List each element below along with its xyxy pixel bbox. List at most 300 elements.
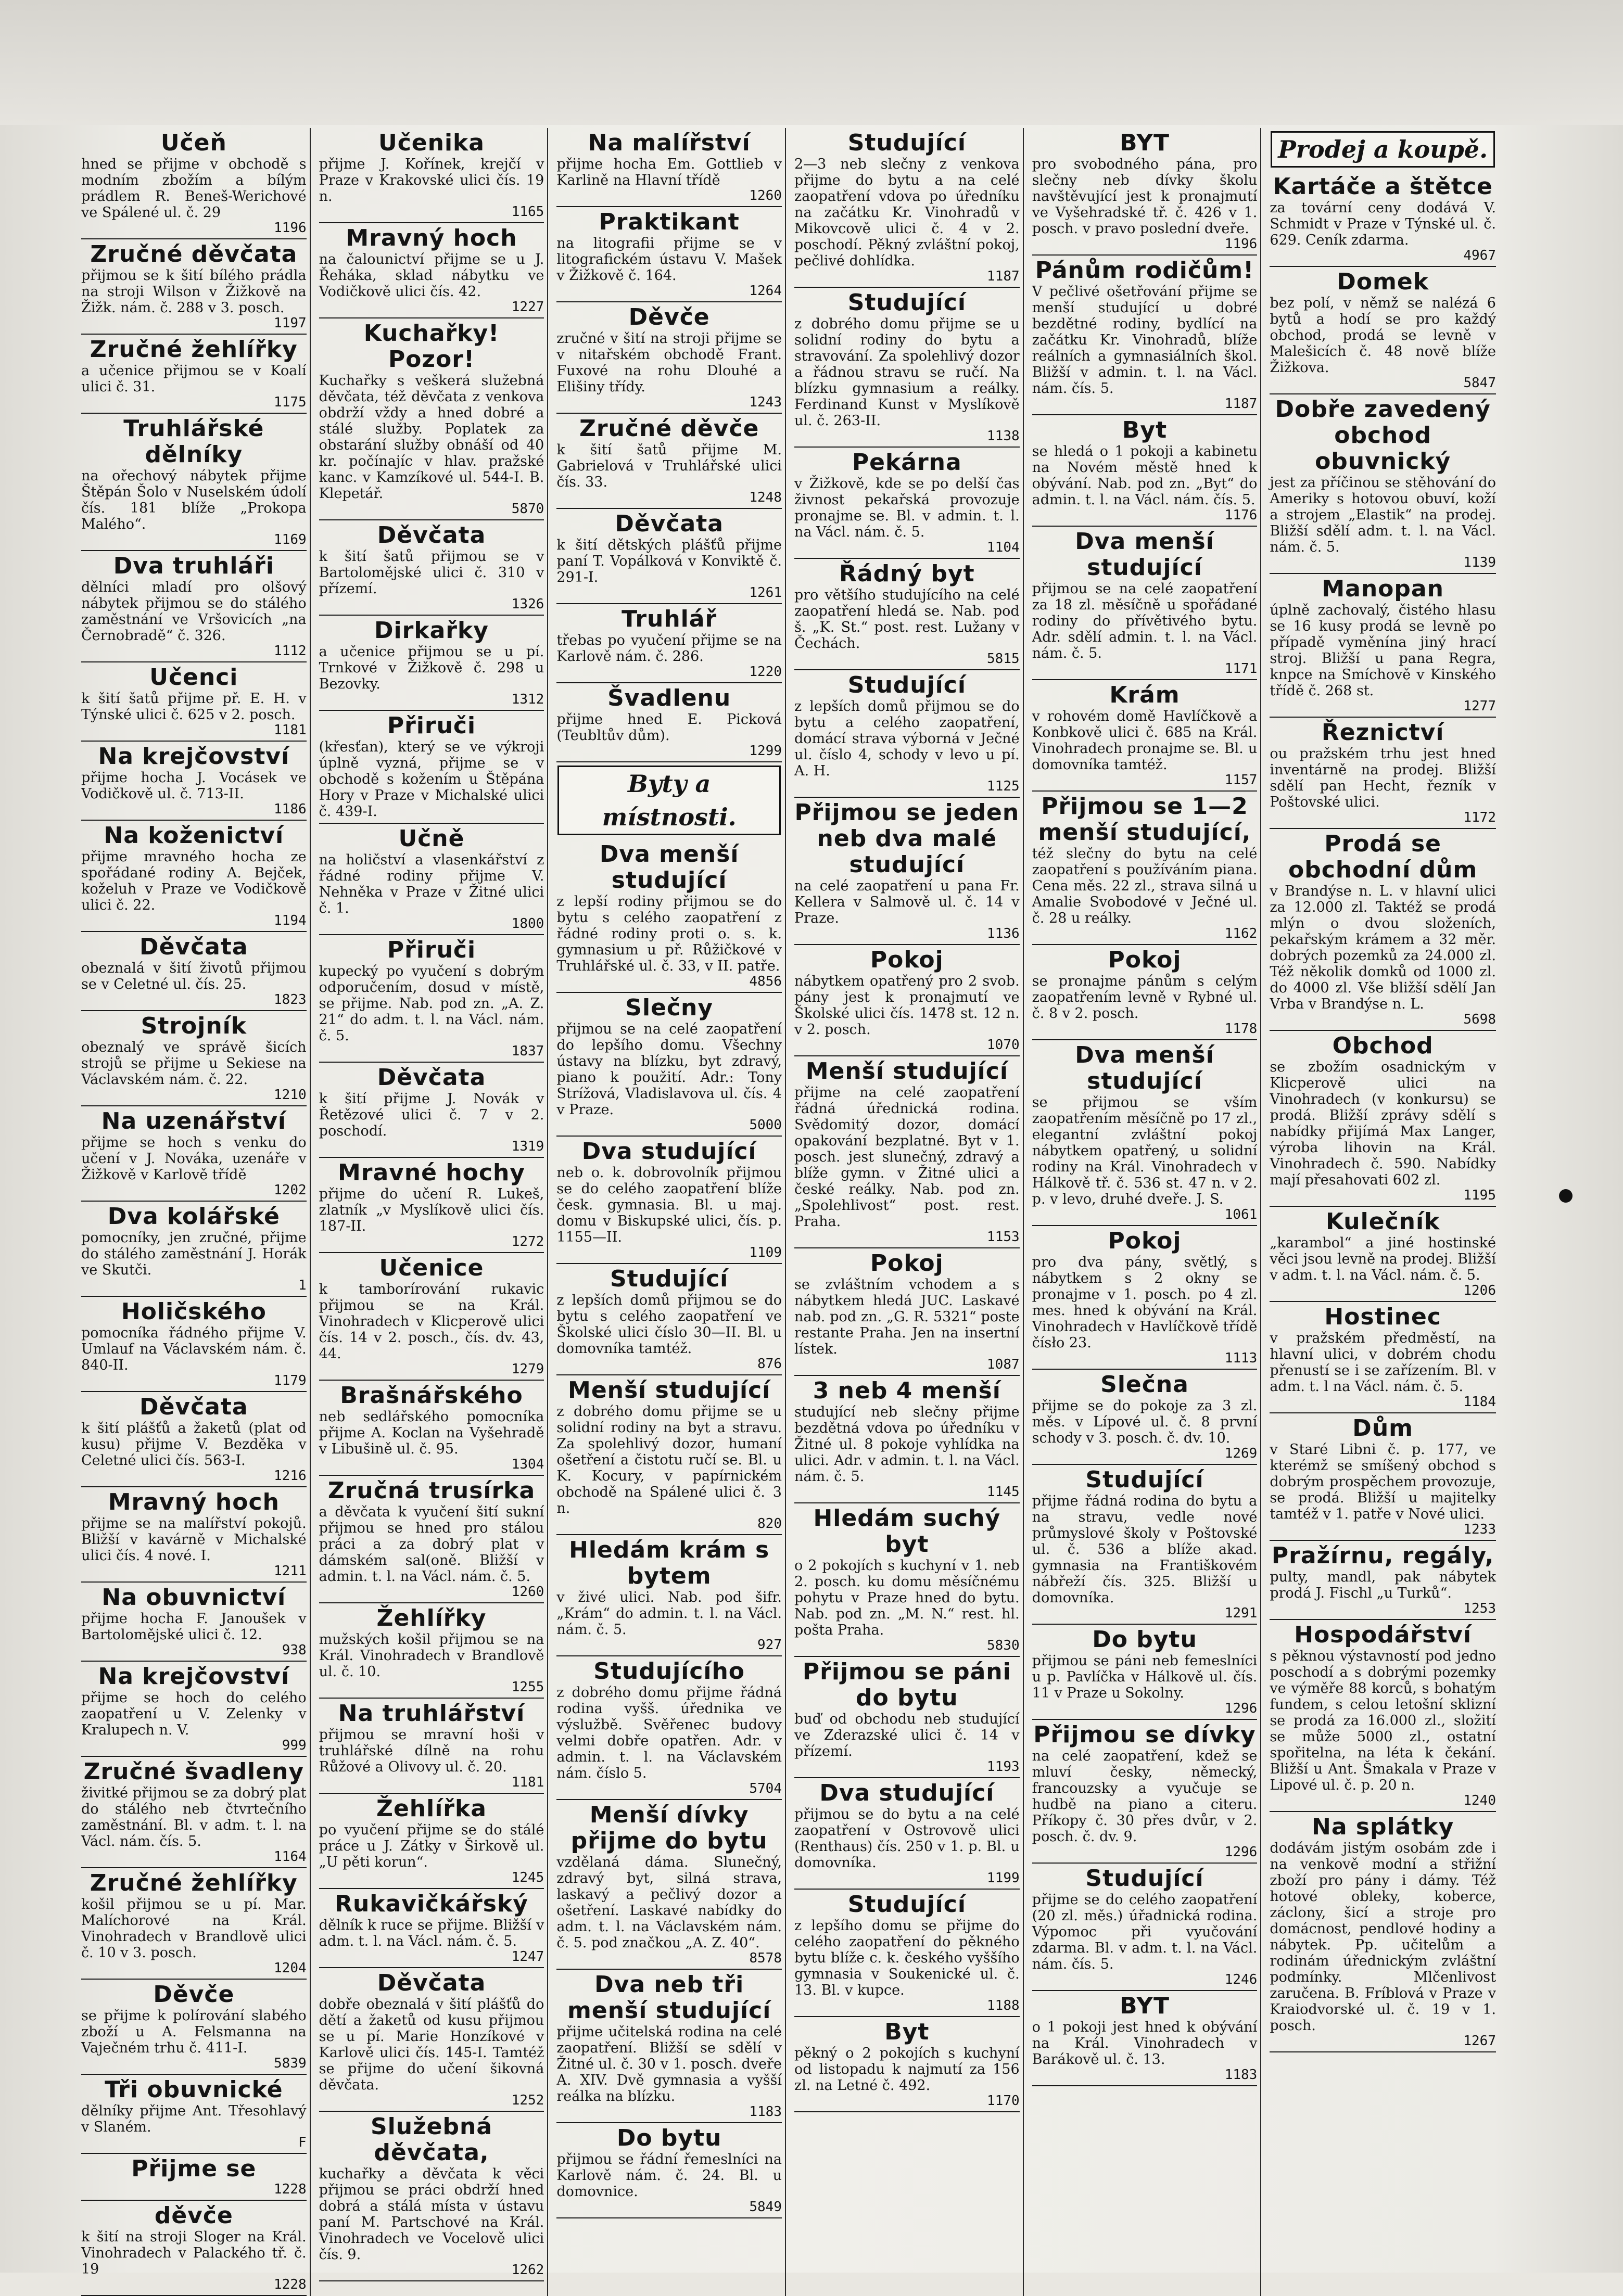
ad-body: hned se přijme v obchodě s modním zbožím a bílým prádlem R. Beneš-Werichové ve Spálené ul. č. 29: [81, 156, 307, 221]
classified-ad: [556, 302, 782, 414]
ad-heading: Slečna: [1100, 1371, 1189, 1398]
ad-heading: Pražírnu, regály,: [1271, 1542, 1494, 1569]
ad-number: 1183: [1224, 2067, 1258, 2083]
classified-ad: [1270, 1302, 1496, 1413]
ad-body: k šití šatů přijme M. Gabrielová v Truhlářské ulici čís. 33.: [556, 442, 782, 490]
ad-body: přijme řádná rodina do bytu a na stravu, vedle nové průmyslové školy v Poštovské ul. č. 536 a blíže akad. gymnasia na Františkovém nábřeží čís. 325. Bližší u domovníka.: [1032, 1493, 1258, 1606]
classified-ad: [319, 1476, 544, 1603]
ad-body: k šití na stroji Sloger na Král. Vinohradech v Palackého tř. č. 19: [81, 2229, 307, 2277]
ad-number: 1125: [987, 779, 1020, 794]
ad-number: 1199: [987, 1870, 1020, 1886]
classified-ad: [556, 2123, 782, 2218]
ad-heading: Přijmou se páni do bytu: [802, 1659, 1011, 1711]
ad-heading: Byt: [884, 2019, 930, 2045]
ad-body: k šití plášťů a žaketů (plat od kusu) přijme V. Bezděka v Celetné ulici čís. 563-I.: [81, 1420, 307, 1469]
ad-body: z dobrého domu přijme se u solidní rodiny na byt a stravu. Za spolehlivý dozor, humaní ošetření a čistotu ručí se. Bl. u K. Kocury, v papírnickém obchodě na Spálené ulici č. 3 n.: [556, 1404, 782, 1516]
classified-ad: [794, 1248, 1020, 1376]
ad-heading: Zručné švadleny: [83, 1758, 305, 1785]
ad-body: vzdělaná dáma. Slunečný, zdravý byt, silná strava, laskavý a pečlivý dozor a ošetření. Laskavé nabídky do adm. t. l. na Václavském nám. č. 5. pod značkou „A. Z. 40“.: [556, 1854, 782, 1951]
ad-heading: Na krejčovství: [98, 743, 290, 770]
ad-body: přijme učitelská rodina na celé zaopatření. Bližší se sdělí v Žitné ul. č. 30 v 1. posch. dveře A. XIV. Dvě gymnasia a vyšší reálka na blízku.: [556, 2024, 782, 2104]
ad-number: 5849: [749, 2199, 782, 2215]
ad-heading: Učně: [398, 825, 465, 852]
ad-body: přijmou se páni neb femeslníci u p. Pavlíčka v Hálkově ul. čís. 11 v Praze u Sokolny.: [1032, 1653, 1258, 1701]
ad-number: F: [298, 2135, 307, 2150]
ad-body: mužských košil přijmou se na Král. Vinohradech v Brandlově ul. č. 10.: [319, 1631, 544, 1680]
classified-ad: [794, 1376, 1020, 1503]
classified-ad: [319, 318, 544, 520]
ad-body: se hledá o 1 pokoji a kabinetu na Novém městě hned k obývání. Nab. pod zn. „Byt“ do admin. t. l. na Václ. nám. čís. 5.: [1032, 443, 1258, 508]
ad-body: jest za příčinou se stěhování do Ameriky s hotovou obuví, koží a strojem „Elastik“ na prodej. Bližší sdělí adm. t. l. na Václ. nám. č. 5.: [1270, 475, 1496, 555]
classified-ad: [794, 1056, 1020, 1248]
ad-body: se pronajme pánům s celým zaopatřením levně v Rybné ul. č. 8 v 2. posch.: [1032, 973, 1258, 1022]
ad-heading: Na truhlářství: [338, 1700, 525, 1727]
classified-ad: [794, 1890, 1020, 2017]
ad-body: přijme hocha J. Vocásek ve Vodičkově ul. č. 713-II.: [81, 770, 307, 802]
ad-number: 1260: [511, 1584, 544, 1600]
classified-ad: [556, 128, 782, 207]
ad-heading: Děvčata: [140, 934, 248, 960]
classified-ad: [319, 1253, 544, 1381]
ad-body: přijme mravného hocha ze spořádané rodiny A. Bejček, koželuh v Praze ve Vodičkově ulici č. 22.: [81, 849, 307, 913]
ad-body: se přijmou se vším zaopatřením měsíčně po 17 zl., elegantní zvláštní pokoj nábytkem opatřený, u solidní rodiny na Král. Vinohradech v Hálkově tř. č. 536 st. 47 n. v 2. p. v levo, druhé dveře. J. S.: [1032, 1094, 1258, 1207]
classified-ad: [81, 1106, 307, 1202]
ad-body: a učenice přijmou se u pí. Trnkové v Žižkově č. 298 u Bezovky.: [319, 644, 544, 692]
ad-heading: Mravný hoch: [346, 225, 517, 251]
ad-number: 1202: [274, 1182, 307, 1198]
ad-number: 5704: [749, 1781, 782, 1796]
ad-number: 1070: [987, 1037, 1020, 1053]
classified-ad: [556, 207, 782, 302]
ad-body: po vyučení přijme se do stálé práce u J. Zátky v Širkově ul. „U pěti korun“.: [319, 1822, 544, 1870]
ad-number: 1279: [511, 1361, 544, 1377]
ad-heading: Dům: [1352, 1415, 1413, 1442]
ad-number: 1172: [1463, 810, 1496, 825]
ad-heading: Prodá se obchodní dům: [1288, 831, 1478, 883]
classified-ad: [1270, 1207, 1496, 1302]
ad-heading: Pokoj: [870, 1250, 944, 1277]
ad-heading: Praktikant: [599, 209, 740, 235]
ad-number: 1245: [511, 1870, 544, 1885]
ad-heading: Dva menší studující: [1075, 1042, 1214, 1094]
classified-ad: [81, 1011, 307, 1106]
ad-heading: Řádný byt: [839, 560, 975, 587]
classified-ad: [794, 448, 1020, 559]
ad-number: 1184: [1463, 1394, 1496, 1410]
ad-number: 1800: [511, 916, 544, 932]
ad-number: 1243: [749, 394, 782, 410]
ad-number: 999: [282, 1738, 307, 1753]
ad-body: na ořechový nábytek přijme Štěpán Šolo v Nuselském údolí čís. 181 blíže „Prokopa Malého“.: [81, 468, 307, 532]
classified-ad: [1032, 1720, 1258, 1864]
ad-number: 1139: [1463, 555, 1496, 570]
ad-body: živitké přijmou se za dobrý plat do stálého neb čtvrtečního zaměstnání. Bl. v adm. t. l. na Václ. nám. čís. 5.: [81, 1785, 307, 1849]
classified-ad: [794, 128, 1020, 288]
ad-heading: Děvčata: [377, 1064, 486, 1091]
ad-body: o 2 pokojích s kuchyní v 1. neb 2. posch. ku domu měsíčnému pohytu v Praze hned do bytu. Nab. pod zn. „M. N.“ rest. hl. pošta Praha.: [794, 1558, 1020, 1638]
ad-heading: Dirkařky: [374, 617, 489, 644]
ad-number: 1175: [274, 394, 307, 410]
classified-ad: [319, 2112, 544, 2281]
ad-body: kuchařky a děvčata k věci přijmou se práci obdrží hned dobrá a stálá místa v ústavu paní M. Partschové na Král. Vinohradech ve Vocelově ulici čís. 9.: [319, 2166, 544, 2263]
ad-heading: Učenice: [379, 1255, 484, 1281]
classified-ad: [81, 1487, 307, 1583]
ad-body: za tovární ceny dodává V. Schmidt v Praze v Týnské ul. č. 629. Ceník zdarma.: [1270, 200, 1496, 248]
ad-body: s pěknou výstavností pod jedno poschodí a s dobrými pozemky ve výměře 88 korců, s bohatým fundem, s celou letošní sklizní se prodá za 16.000 zl., složití se může 5000 zl., ostatní spořitelna, na léta k čekání. Bližší u Ant. Šmakala v Praze v Lipové ul. č. p. 20 n.: [1270, 1648, 1496, 1793]
classified-ad: [794, 945, 1020, 1056]
ad-body: přijmou se na celé zaopatření do lepšího domu. Všechny ústavy na blízku, byt zdravý, piano k použití. Adr.: Tony Strížová, Vladislavova ul. čís. 4 v Praze.: [556, 1021, 782, 1118]
ad-number: 1181: [511, 1775, 544, 1790]
ad-body: V pečlivé ošetřování přijme se menší studující u dobré bezdětné rodiny, bydlící na začátku Kr. Vinohradů, blíže reálních a gymnasiálních škol. Bližší v admin. t. l. na Václ. nám. čís. 5.: [1032, 284, 1258, 397]
ad-body: třebas po vyučení přijme se na Karlově nám. č. 286.: [556, 632, 782, 665]
ad-heading: Žehlířky: [376, 1605, 487, 1631]
classified-ad: [1032, 256, 1258, 415]
page-dot-marker: [1559, 1189, 1573, 1203]
ad-body: studující neb slečny přijme bezdětná vdova po úředníku v Žitné ul. 8 pokoje vyhlídka na ulici. Adr. v admin. t. l. na Václ. nám. č. 5.: [794, 1404, 1020, 1485]
ad-body: na celé zaopatření u pana Fr. Kellera v Salmově ul. č. 14 v Praze.: [794, 878, 1020, 926]
ad-heading: Rukavičkářský: [335, 1891, 528, 1917]
ad-body: k šití dětských plášťů přijme paní T. Vopálková v Konviktě č. 291-I.: [556, 537, 782, 585]
ad-number: 1183: [749, 2104, 782, 2120]
ad-number: 1246: [1224, 1972, 1258, 1987]
ad-heading: Dva neb tři menší studující: [567, 1971, 771, 2024]
ad-body: přijme se hoch do celého zaopatření u V. Zelenky v Kralupech n. V.: [81, 1690, 307, 1738]
ad-number: 8578: [749, 1950, 782, 1966]
ad-body: na celé zaopatření, kdež se mluví česky, německý, francouzsky a vyučuje se hudbě na piano a citeru. Příkopy č. 30 přes dvůr, v 2. posch. č. dv. 9.: [1032, 1748, 1258, 1845]
ad-body: obeznalý ve správě šicích strojů se přijme u Sekiese na Václavském nám. č. 22.: [81, 1039, 307, 1088]
ad-number: 1136: [987, 926, 1020, 941]
classified-ad: [556, 509, 782, 604]
ad-heading: Na krejčovství: [98, 1663, 290, 1690]
ad-heading: Dva kolářské: [107, 1203, 280, 1230]
ad-number: 927: [757, 1637, 782, 1653]
classified-ad: [1032, 1370, 1258, 1465]
ad-body: na litografii přijme se v litografickém ústavu V. Mašek v Žižkově č. 164.: [556, 235, 782, 284]
ad-body: pulty, mandl, pak nábytek prodá J. Fischl „u Turků“.: [1270, 1569, 1496, 1601]
ad-number: 1196: [1224, 236, 1258, 252]
ad-body: přijme hned E. Picková (Teubltův dům).: [556, 711, 782, 744]
classified-ad: [319, 711, 544, 824]
classified-ad: [81, 742, 307, 821]
ad-number: 4967: [1463, 248, 1496, 263]
ad-number: 1179: [274, 1373, 307, 1388]
ad-number: 1240: [1463, 1793, 1496, 1808]
ad-heading: Dva menší studující: [599, 841, 739, 894]
ad-number: 1087: [987, 1357, 1020, 1372]
ad-heading: Pokoj: [1108, 947, 1182, 973]
ad-heading: Brašnářského: [340, 1382, 523, 1409]
ad-number: 1157: [1224, 772, 1258, 788]
ad-body: a učenice přijmou se v Koalí ulici č. 31.: [81, 363, 307, 395]
ad-number: 1248: [749, 490, 782, 505]
ad-body: se zvláštním vchodem a s nábytkem hledá JUC. Laskavé nab. pod zn. „G. R. 5321“ poste restante Praha. Jen na insertní lístek.: [794, 1277, 1020, 1357]
ad-number: 1255: [511, 1679, 544, 1695]
ad-number: 1252: [511, 2093, 544, 2108]
ad-body: přijmou se k šití bílého prádla na stroji Wilson v Žižkově na Žižk. nám. č. 288 v 3. posch.: [81, 267, 307, 316]
classified-ad: [81, 1757, 307, 1868]
ad-number: 1261: [749, 585, 782, 601]
ad-heading: Na splátky: [1312, 1814, 1454, 1840]
classified-ad: [556, 1970, 782, 2123]
classified-ad: [1032, 1040, 1258, 1226]
ad-number: 1267: [1463, 2033, 1496, 2049]
ad-body: přijme se do pokoje za 3 zl. měs. v Lípové ul. č. 8 první schody v 3. posch. č. dv. 10.: [1032, 1398, 1258, 1446]
ad-heading: Studující: [1085, 1466, 1204, 1493]
ad-heading: Truhlářské dělníky: [123, 415, 264, 468]
ad-body: bez polí, v němž se nalézá 6 bytů a hodí se pro každý obchod, prodá se levně v Malešicích č. 48 nově blíže Žižkova.: [1270, 295, 1496, 376]
classified-ad: [319, 128, 544, 223]
ad-heading: Kartáče a štětce: [1273, 173, 1493, 200]
ad-heading: Studující: [1085, 1865, 1204, 1892]
ad-number: 938: [282, 1642, 307, 1658]
ad-number: 1165: [511, 204, 544, 220]
ad-number: 1196: [274, 220, 307, 236]
column-2: [316, 128, 549, 2296]
classified-ad: [81, 414, 307, 551]
classified-ad: [81, 2075, 307, 2154]
ad-body: přijmou se mravní hoši v truhlářské dílně na rohu Růžové a Olivovy ul. č. 20.: [319, 1727, 544, 1775]
ad-number: 1210: [274, 1087, 307, 1103]
ad-heading: Studující: [847, 130, 966, 156]
classified-ad: [1032, 680, 1258, 792]
ad-body: přijme se hoch s venku do učení v J. Nováka, uzenáře v Žižkově v Karlově třídě: [81, 1134, 307, 1183]
ad-body: nábytkem opatřený pro 2 svob. pány jest k pronajmutí ve Školské ulici čís. 1478 st. 12 n. v 2. posch.: [794, 973, 1020, 1038]
ad-body: se přijme k polírování slabého zboží u A. Felsmanna na Vaječném trhu č. 411-I.: [81, 2008, 307, 2056]
classified-columns: [78, 128, 1499, 2292]
column-6: [1266, 128, 1499, 2296]
ad-body: košil přijmou se u pí. Mar. Malíchorové na Král. Vinohradech v Brandlově ulici č. 10 v 3. posch.: [81, 1896, 307, 1961]
ad-heading: Slečny: [625, 994, 713, 1021]
ad-number: 1138: [987, 428, 1020, 444]
ad-heading: 3 neb 4 menší: [813, 1377, 1001, 1404]
classified-ad: [556, 1137, 782, 1264]
ad-body: z lepší rodiny přijmou se do bytu s celého zaopatření z řádné rodiny proti o. s. k. gymnasium u př. Růžičkové v Truhlářské ul. č. 33, v II. patře.: [556, 894, 782, 974]
classified-ad: [1032, 415, 1258, 527]
classified-ad: [1270, 574, 1496, 718]
ad-heading: Přijmou se 1—2 menší studující,: [1038, 793, 1251, 846]
ad-number: 1204: [274, 1960, 307, 1976]
ad-heading: Děvče: [628, 304, 710, 330]
ad-number: 5839: [274, 2056, 307, 2071]
ad-body: na čalounictví přijme se u J. Řeháka, sklad nábytku ve Vodičkově ulici čís. 42.: [319, 251, 544, 300]
ad-number: 1272: [511, 1234, 544, 1249]
ad-heading: Dva studující: [819, 1780, 995, 1806]
ad-number: 1296: [1224, 1701, 1258, 1716]
ad-number: 1145: [987, 1484, 1020, 1500]
ad-heading: Pekárna: [852, 449, 962, 476]
ad-heading: Žehlířka: [376, 1795, 487, 1822]
ad-number: 1228: [274, 2277, 307, 2292]
ad-number: 1326: [511, 596, 544, 612]
ad-heading: Studující: [847, 1891, 966, 1918]
ad-body: též slečny do bytu na celé zaopatření s používáním piana. Cena měs. 22 zl., strava silná u Amalie Svobodové v Ječné ul. č. 28 u reálky.: [1032, 846, 1258, 926]
ad-number: 876: [757, 1356, 782, 1372]
ad-number: 1162: [1224, 926, 1258, 941]
classified-ad: [319, 520, 544, 616]
ad-body: z lepších domů přijmou se do bytu s celého zaopatření ve Školské ulici číslo 30—II. Bl. u domovníka tamtéž.: [556, 1292, 782, 1357]
classified-ad: [81, 662, 307, 742]
ad-heading: Hospodářství: [1294, 1622, 1472, 1648]
classified-ad: [1032, 1465, 1258, 1625]
ad-body: 2—3 neb slečny z venkova přijme do bytu a na celé zaopatření vdova po úředníku na začátku Kr. Vinohradů v Mikovcově ulici č. 4 v 2. poschodí. Pěkný zvláštní pokoj, pečlivé dohlídka.: [794, 156, 1020, 269]
ad-body: přijme hocha Em. Gottlieb v Karlině na Hlavní třídě: [556, 156, 782, 188]
classified-ad: [81, 551, 307, 662]
ad-body: se zbožím osadnickým v Klicperově ulici na Vinohradech (v konkursu) se prodá. Bližší zprávy sdělí s nabídky přijímá Max Langer, výroba lihovin na Král. Vinohradech č. 590. Nabídky mají přesahovati 602 zl.: [1270, 1059, 1496, 1188]
ad-number: 1104: [987, 540, 1020, 555]
ad-heading: Domek: [1337, 269, 1429, 295]
page-top-margin: [0, 0, 1623, 125]
ad-heading: Studující: [847, 289, 966, 316]
classified-ad: [81, 335, 307, 414]
classified-ad: [319, 1603, 544, 1699]
classified-ad: [556, 683, 782, 762]
ad-body: přijme na celé zaopatření řádná úřednická rodina. Svědomitý dozor, domácí opakování bezplatné. Byt v 1. posch. jest slunečný, zdravý a blíže gymn. v Žitné ulici a české reálky. Nab. pod zn. „Spolehlivost“ post. rest. Praha.: [794, 1085, 1020, 1230]
ad-number: 1291: [1224, 1605, 1258, 1621]
ad-number: 1169: [274, 532, 307, 547]
ad-number: 1187: [1224, 396, 1258, 412]
ad-heading: Obchod: [1332, 1032, 1434, 1059]
classified-ad: [81, 128, 307, 239]
ad-number: 1277: [1463, 698, 1496, 714]
ad-heading: Kulečník: [1325, 1208, 1440, 1235]
ad-number: 1: [298, 1278, 307, 1293]
ad-body: na holičství a vlasenkářství z řádné rodiny přijme V. Nehněka v Praze v Žitné ulici č. 1.: [319, 852, 544, 916]
ad-body: úplně zachovalý, čistého hlasu se 16 kusy prodá se levně po případě vyměnína jiný hrací stroj. Bližší u pana Regra, knpce na Smíchově v Kinského třídě č. 268 st.: [1270, 602, 1496, 699]
ad-number: 1164: [274, 1849, 307, 1865]
classified-ad: [556, 1656, 782, 1800]
ad-number: 1153: [987, 1229, 1020, 1245]
ad-body: přijme se do celého zaopatření (20 zl. měs.) úřadnická rodina. Výpomoc při vyučování zdarma. Bl. v adm. t. l. na Václ. nám. čís. 5.: [1032, 1892, 1258, 1972]
ad-number: 5815: [987, 651, 1020, 667]
ad-number: 1260: [749, 188, 782, 203]
ad-heading: Učeň: [160, 130, 227, 156]
ad-heading: Menší dívky přijme do bytu: [570, 1802, 768, 1854]
ad-body: přijmou se řádní řemeslníci na Karlově nám. č. 24. Bl. u domovnice.: [556, 2151, 782, 2200]
ad-heading: Dva menší studující: [1075, 528, 1214, 581]
ad-number: 1319: [511, 1139, 544, 1154]
ad-heading: BYT: [1119, 1993, 1170, 2019]
section-heading: Byty a místnosti.: [557, 766, 781, 835]
ad-number: 1823: [274, 992, 307, 1007]
ad-heading: Na koženictví: [104, 822, 284, 849]
ad-body: k šití šatů přijme př. E. H. v Týnské ulici č. 625 v 2. posch.: [81, 691, 307, 723]
classified-ad: [556, 993, 782, 1137]
ad-heading: Děvče: [153, 1981, 235, 2008]
ad-body: z lepšího domu se přijme do celého zaopatření do pěkného bytu blíže c. k. českého vyššího gymnasia v Soukenické ul. č. 13. Bl. v kupce.: [794, 1918, 1020, 1998]
classified-ad: [794, 1778, 1020, 1890]
ad-number: 1299: [749, 743, 782, 759]
ad-number: 5698: [1463, 1012, 1496, 1027]
ad-body: neb o. k. dobrovolník přijmou se do celého zaopatření blíže česk. gymnasia. Bl. u maj. domu v Biskupské ulici, čís. p. 1155—II.: [556, 1165, 782, 1245]
ad-number: 1171: [1224, 661, 1258, 677]
classified-ad: [1032, 1226, 1258, 1370]
classified-ad: [556, 1800, 782, 1970]
ad-heading: Služebná děvčata,: [370, 2113, 493, 2166]
classified-ad: [81, 1662, 307, 1757]
ad-number: 5830: [987, 1638, 1020, 1653]
ad-body: dělníci mladí pro olšový nábytek přijmou se do stálého zaměstnání ve Vršovicích „na Černobradě“ č. 326.: [81, 579, 307, 644]
ad-heading: Hledám krám s bytem: [569, 1537, 770, 1589]
column-5: [1029, 128, 1262, 2296]
ad-heading: Tři obuvnické: [105, 2076, 283, 2103]
ad-heading: Hostinec: [1324, 1304, 1441, 1330]
classified-ad: [81, 239, 307, 335]
ad-number: 1227: [511, 299, 544, 315]
ad-number: 1253: [1463, 1601, 1496, 1616]
ad-heading: Hledám suchý byt: [813, 1505, 1001, 1558]
ad-heading: Manopan: [1322, 576, 1444, 602]
ad-heading: BYT: [1119, 130, 1170, 156]
ad-heading: Přiruči: [387, 937, 476, 963]
ad-heading: Na obuvnictví: [102, 1584, 286, 1611]
ad-body: pěkný o 2 pokojích s kuchyní od listopadu k najmutí za 156 zl. na Letné č. 492.: [794, 2045, 1020, 2094]
ad-number: 1216: [274, 1468, 307, 1484]
classified-ad: [81, 2201, 307, 2296]
ad-number: 820: [757, 1516, 782, 1532]
ad-number: 1109: [749, 1245, 782, 1260]
ad-heading: Dobře zavedený obchod obuvnický: [1275, 396, 1491, 475]
classified-ad: [1270, 267, 1496, 394]
ad-heading: Menší studující: [805, 1058, 1008, 1085]
classified-ad: [556, 1264, 782, 1375]
classified-ad: [794, 1503, 1020, 1657]
ad-heading: Dva truhláři: [113, 553, 274, 579]
ad-number: 1193: [987, 1759, 1020, 1775]
ad-body: (křesťan), který se ve výkroji úplně vyzná, přijme se v obchodě s kožením u Štěpána Hory v Praze v Michalské ulici č. 439-I.: [319, 739, 544, 820]
ad-number: 1176: [1224, 507, 1258, 523]
classified-ad: [81, 2154, 307, 2201]
ad-number: 1181: [274, 722, 307, 738]
classified-ad: [81, 1868, 307, 1980]
ad-number: 5847: [1463, 375, 1496, 391]
ad-heading: Zručné děvčata: [90, 241, 298, 267]
ad-heading: Studující: [610, 1266, 729, 1292]
classified-ad: [794, 2017, 1020, 2112]
classified-ad: [1032, 1991, 1258, 2086]
classified-ad: [556, 604, 782, 683]
ad-number: 5870: [511, 501, 544, 517]
ad-body: „karambol“ a jiné hostinské věci jsou levně na prodej. Bližší v adm. t. l. na Václ. nám. č. 5.: [1270, 1235, 1496, 1283]
classified-ad: [81, 1980, 307, 2075]
classified-ad: [1270, 394, 1496, 574]
column-1: [78, 128, 311, 2296]
ad-heading: Zručná trusírka: [327, 1477, 536, 1504]
column-4: [791, 128, 1024, 2296]
ad-heading: Švadlenu: [607, 685, 731, 711]
ad-heading: Přijme se: [131, 2155, 257, 2182]
ad-body: a děvčata k vyučení šití sukní přijmou se hned pro stálou práci a za dobrý plat v dámském sal(oně. Bližší v admin. t. l. na Václ. nám. č. 5.: [319, 1504, 544, 1585]
ad-heading: Pokoj: [1108, 1228, 1182, 1254]
ad-heading: Studujícího: [593, 1658, 745, 1685]
ad-body: přijmou se do bytu a na celé zaopatření v Ostrovově ulici (Renthaus) čís. 250 v 1. p. Bl. u domovníka.: [794, 1806, 1020, 1871]
ad-body: k tamborírování rukavic přijmou se na Král. Vinohradech v Klicperově ulici čís. 14 v 2. posch., čís. dv. 43, 44.: [319, 1281, 544, 1362]
classified-ad: [1270, 1541, 1496, 1620]
ad-body: přijmou se na celé zaopatření za 18 zl. měsíčně u spořádané rodiny do přívětivého bytu. Adr. sdělí admin. t. l. na Václ. nám. č. 5.: [1032, 581, 1258, 661]
ad-body: ou pražském trhu jest hned inventárně na prodej. Bližší sdělí pan Hecht, řezník v Poštovské ulici.: [1270, 746, 1496, 810]
ad-heading: Na uzenářství: [101, 1108, 286, 1134]
ad-heading: Strojník: [141, 1013, 247, 1039]
ad-number: 5000: [749, 1117, 782, 1133]
ad-number: 1188: [987, 1998, 1020, 2013]
ad-body: pro dva pány, světlý, s nábytkem s 2 okny se pronajme v 1. posch. po 4 zl. mes. hned k obývání na Král. Vinohradech v Havlíčkově třídě čísło 23.: [1032, 1254, 1258, 1351]
ad-number: 1262: [511, 2262, 544, 2278]
ad-heading: Studující: [847, 672, 966, 698]
ad-heading: Děvčata: [377, 1970, 486, 1996]
classified-ad: [1032, 945, 1258, 1040]
ad-body: přijme J. Kořínek, krejčí v Praze v Krakovské ulici čís. 19 n.: [319, 156, 544, 205]
ad-heading: Učenci: [149, 664, 238, 691]
ad-number: 1837: [511, 1043, 544, 1059]
